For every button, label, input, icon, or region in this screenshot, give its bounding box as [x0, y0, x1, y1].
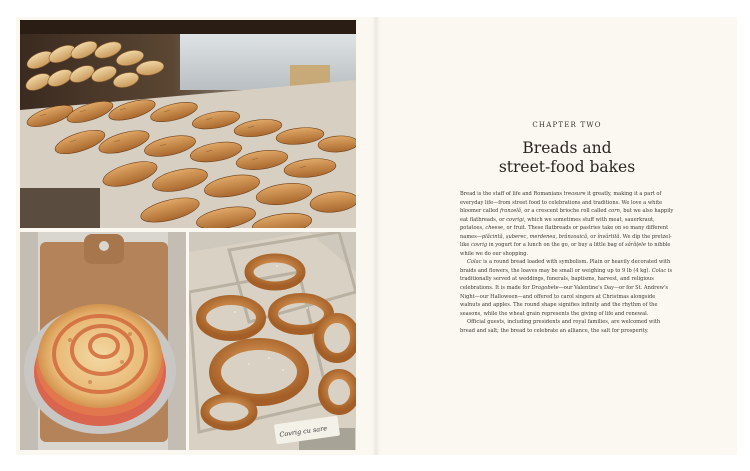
text-run: plăcintă, șuberec, merdenea, brânzoaică	[481, 233, 588, 240]
text-run: franzelă	[499, 208, 521, 215]
text-run: cheese	[485, 225, 504, 232]
body-paragraph-2	[460, 258, 674, 318]
text-run: Bread is the staff of life and Romanians	[460, 191, 564, 197]
photo-covrigi-trays	[189, 232, 356, 450]
text-run: sărățele	[625, 242, 646, 249]
text-run: , which we sometimes stuff with meat, sauerkraut, potatoes,	[460, 216, 655, 232]
photo-pastry-display	[20, 20, 356, 228]
photo-round-flatbread	[20, 232, 186, 450]
text-run: Colac	[651, 267, 667, 274]
chapter-title	[455, 139, 679, 177]
chapter-title-line1: Breads and	[522, 139, 612, 157]
text-run: in yogurt for a lunch on the go, or buy a little bag of	[487, 242, 626, 249]
text-run: is a round bread loaded with symbolism. Plain or heavily decorated with braids and flowers, the loaves may be small or weighing up to 9 lb (4 kg).	[460, 259, 671, 274]
text-run: . We dip the pretzel-like	[460, 233, 672, 249]
text-run: Dragobete	[531, 285, 559, 292]
text-run: , or fruit. These flatbreads or pastries take on so many different names—	[460, 225, 669, 240]
body-paragraph-1	[460, 190, 674, 258]
chapter-body-text	[460, 190, 674, 335]
text-run: , or	[587, 233, 598, 240]
text-run: , or a crescent brioche roll called	[520, 208, 609, 215]
text-run: Colac	[467, 259, 482, 266]
page-gutter	[372, 17, 380, 455]
text-run: covrig	[470, 242, 488, 249]
text-run: Official guests, including presidents and royal families, are welcomed with bread and salt; the bread to celebrate an alliance, the salt for prosperity.	[460, 319, 661, 334]
text-run: învârtită	[597, 233, 620, 240]
body-paragraph-3	[460, 318, 674, 335]
text-run: is traditionally served at weddings, funerals, baptisms, harvest, and religious celebrations. It is made for	[460, 267, 673, 292]
text-run: treasure	[563, 191, 586, 197]
text-run: covrigi	[506, 216, 524, 223]
text-run: it greatly, making it a part of everyday life—from street food to celebrations and traditions. We love a white bloomer called	[460, 191, 663, 215]
text-run: corn	[608, 208, 620, 215]
text-run: to nibble while we do our shopping.	[460, 242, 671, 257]
text-run: , but we also happily eat flatbreads, or	[460, 208, 674, 223]
chapter-title-line2: street-food bakes	[498, 158, 636, 176]
chapter-label: CHAPTER TWO	[532, 121, 602, 129]
text-run: —our Valentine's Day—or for St. Andrew's Night—our Halloween—and offered to carol singers at Christmas alongside walnuts and apples. The round shape signifies infinity and the rhythm of the seasons, while the wheat grain represents the giving of life and renewal.	[460, 285, 668, 317]
price-tag-text: Covrig cu sare	[278, 424, 328, 439]
